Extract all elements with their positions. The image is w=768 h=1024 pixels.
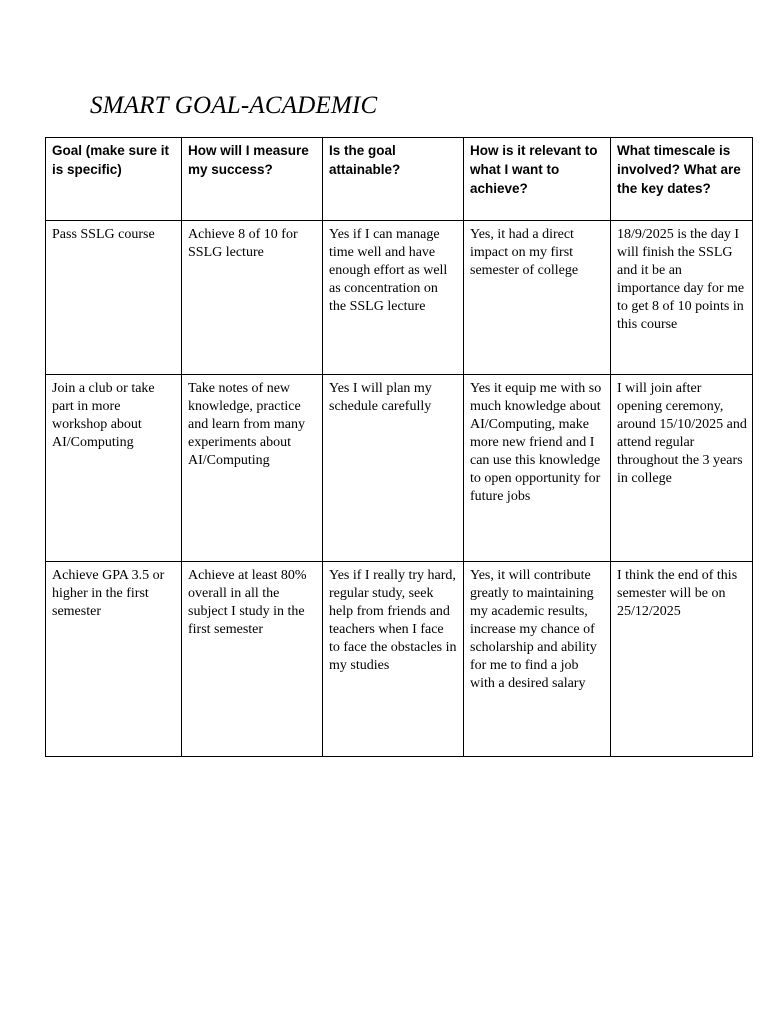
cell-attainable: Yes if I really try hard, regular study, seek help from friends and teachers when I face to face the obstacles in my studies — [323, 562, 464, 757]
header-timescale: What timescale is involved? What are the key dates? — [611, 138, 753, 221]
header-measure: How will I measure my success? — [182, 138, 323, 221]
cell-timescale: I think the end of this semester will be on 25/12/2025 — [611, 562, 753, 757]
cell-goal: Join a club or take part in more workshop about AI/Computing — [46, 375, 182, 562]
cell-relevant: Yes it equip me with so much knowledge about AI/Computing, make more new friend and I can use this knowledge to open opportunity for future jobs — [464, 375, 611, 562]
table-row — [46, 562, 753, 757]
cell-attainable: Yes if I can manage time well and have enough effort as well as concentration on the SSLG lecture — [323, 221, 464, 375]
header-goal: Goal (make sure it is specific) — [46, 138, 182, 221]
cell-timescale: 18/9/2025 is the day I will finish the SSLG and it be an importance day for me to get 8 of 10 points in this course — [611, 221, 753, 375]
cell-goal: Pass SSLG course — [46, 221, 182, 375]
table-header-row — [46, 138, 753, 221]
cell-attainable: Yes I will plan my schedule carefully — [323, 375, 464, 562]
cell-measure: Achieve 8 of 10 for SSLG lecture — [182, 221, 323, 375]
smart-goal-table — [45, 137, 753, 757]
cell-timescale: I will join after opening ceremony, around 15/10/2025 and attend regular throughout the 3 years in college — [611, 375, 753, 562]
header-attainable: Is the goal attainable? — [323, 138, 464, 221]
cell-relevant: Yes, it had a direct impact on my first semester of college — [464, 221, 611, 375]
document-title: SMART GOAL-ACADEMIC — [90, 92, 378, 119]
cell-measure: Take notes of new knowledge, practice and learn from many experiments about AI/Computing — [182, 375, 323, 562]
header-relevant: How is it relevant to what I want to achieve? — [464, 138, 611, 221]
cell-goal: Achieve GPA 3.5 or higher in the first semester — [46, 562, 182, 757]
cell-relevant: Yes, it will contribute greatly to maintaining my academic results, increase my chance of scholarship and ability for me to find a job with a desired salary — [464, 562, 611, 757]
cell-measure: Achieve at least 80% overall in all the subject I study in the first semester — [182, 562, 323, 757]
table-row — [46, 221, 753, 375]
table-row — [46, 375, 753, 562]
